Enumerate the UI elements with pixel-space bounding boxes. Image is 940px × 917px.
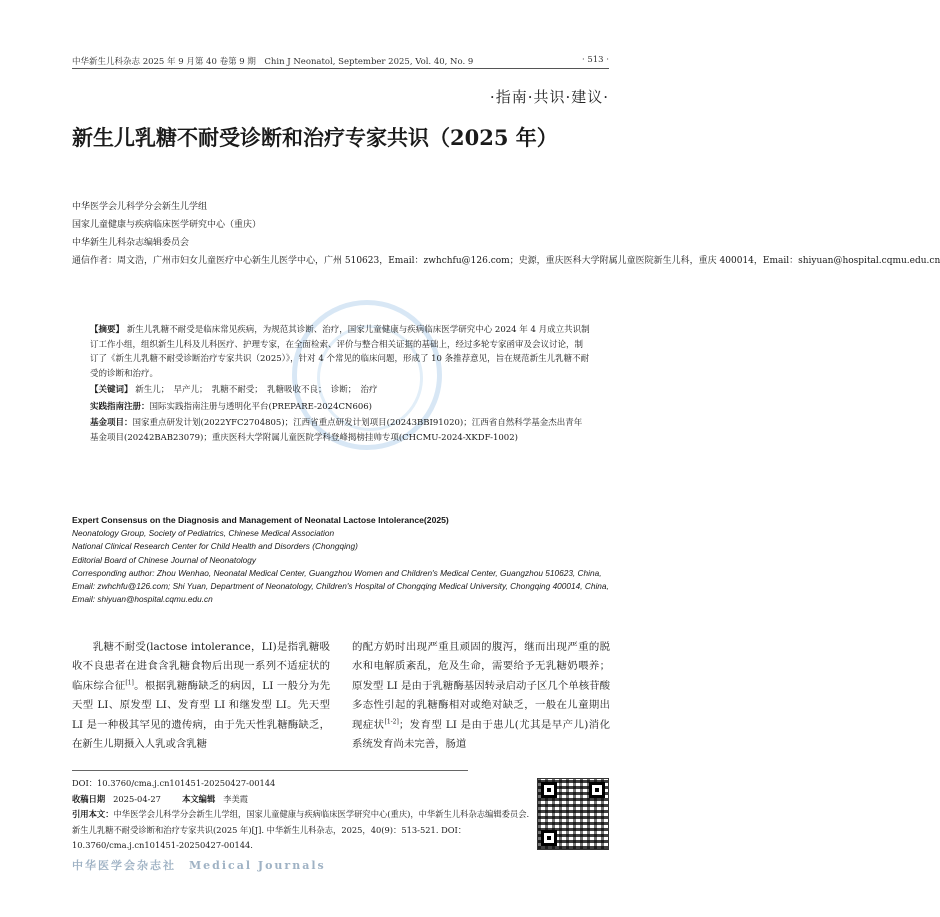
received-editor-row bbox=[72, 792, 532, 808]
editor-label: 本文编辑 bbox=[182, 793, 216, 804]
author-group: 中华医学会儿科学分会新生儿学组 bbox=[72, 202, 208, 212]
article-footer bbox=[72, 776, 532, 854]
english-affiliation: Neonatology Group, Society of Pediatrics, Chinese Medical Association bbox=[72, 528, 335, 539]
doi[interactable]: DOI：10.3760/cma.j.cn101451-20250427-00144 bbox=[72, 778, 276, 788]
citation-text: 中华医学会儿科学分会新生儿学组，国家儿童健康与疾病临床医学研究中心(重庆)，中华新生儿科杂志编辑委员会. 新生儿乳糖不耐受诊断和治疗专家共识(2025 年)[J]. 中华新生儿科杂志，2025，40(9)：513-521. DOI：10.3760/cma.j.cn101451-20250427-00144. bbox=[72, 809, 530, 850]
funding-text: 国家重点研发计划(2022YFC2704805)；江西省重点研发计划项目(20243BBI91020)；江西省自然科学基金杰出青年基金项目(20242BAB23079)；重庆医科大学附属儿童医院学科登峰揭榜挂帅专项(CHCMU-2024-XKDF-1002) bbox=[90, 418, 583, 443]
article-title: 新生儿乳糖不耐受诊断和治疗专家共识（2025 年） bbox=[72, 125, 558, 150]
editor-name: 李美霞 bbox=[223, 793, 249, 804]
footer-rule bbox=[72, 770, 468, 771]
keywords-label: 【关键词】 bbox=[90, 385, 133, 395]
body-text: 乳糖不耐受(lactose intolerance，LI)是指乳糖吸收不良患者在进食含乳糖食物后出现一系列不适症状的临床综合征 bbox=[72, 641, 330, 692]
body-paragraph bbox=[72, 638, 330, 754]
received-label: 收稿日期 bbox=[72, 793, 106, 804]
body-paragraph bbox=[352, 638, 610, 754]
english-affiliation: Editorial Board of Chinese Journal of Neonatology bbox=[72, 554, 257, 565]
body-text: 的配方奶时出现严重且顽固的腹泻，继而出现严重的脱水和电解质紊乱，危及生命，需要给予无乳糖奶喂养；原发型 LI 是由于乳糖酶基因转录启动子区几个单核苷酸多态性引起的乳糖酶相对或绝对缺乏，一般在儿童期出现症状 bbox=[352, 641, 610, 731]
author-block bbox=[72, 198, 940, 270]
abstract-block bbox=[90, 323, 590, 447]
reference-mark[interactable]: [1] bbox=[125, 679, 134, 687]
qr-finder-icon bbox=[541, 782, 557, 798]
reference-mark[interactable]: [1-2] bbox=[384, 718, 399, 726]
abstract-label: 【摘要】 bbox=[90, 325, 125, 335]
publisher-logos: 中华医学会杂志社 Medical Journals bbox=[72, 859, 326, 872]
registry-label: 实践指南注册： bbox=[90, 401, 150, 412]
english-affiliation: National Clinical Research Center for Child Health and Disorders (Chongqing) bbox=[72, 541, 358, 552]
registry-text: 国际实践指南注册与透明化平台(PREPARE-2024CN606) bbox=[149, 401, 372, 412]
english-abstract bbox=[72, 514, 612, 606]
author-group: 国家儿童健康与疾病临床医学研究中心（重庆） bbox=[72, 220, 262, 230]
body-text: 。根据乳糖酶缺乏的病因，LI 一般分为先天型 LI、原发型 LI、发育型 LI 和继发型 LI。先天型 LI 是一种极其罕见的遗传病，由于先天性乳糖酶缺乏，在新生儿期摄入人乳或含乳糖 bbox=[72, 679, 330, 751]
page-number: · 513 · bbox=[581, 55, 609, 65]
body-text: ；发育型 LI 是由于患儿(尤其是早产儿)消化系统发育尚未完善，肠道 bbox=[352, 718, 611, 751]
header-rule bbox=[72, 68, 609, 69]
english-corresponding: Corresponding author: Zhou Wenhao, Neonatal Medical Center, Guangzhou Women and Children's Medical Center, Guangzhou 510623, China, Email: zwhchfu@126.com; Shi Yuan, Department of Neonatology, Children's Hospital of Chongqing Medical University, Chongqing 400014, China, Email: shiyuan@hospital.cqmu.edu.cn bbox=[72, 567, 609, 605]
body-column-right bbox=[352, 638, 610, 754]
citation bbox=[72, 807, 532, 854]
correspondence: 通信作者：周文浩，广州市妇女儿童医疗中心新生儿医学中心，广州 510623，Email：zwhchfu@126.com；史源，重庆医科大学附属儿童医院新生儿科，重庆 400014，Email：shiyuan@hospital.cqmu.edu.cn bbox=[72, 256, 940, 266]
registry bbox=[90, 400, 590, 415]
keywords-text: 新生儿； 早产儿； 乳糖不耐受； 乳糖吸收不良； 诊断； 治疗 bbox=[135, 385, 378, 395]
abstract bbox=[90, 323, 590, 381]
funding-label: 基金项目： bbox=[90, 418, 133, 428]
funding bbox=[90, 416, 590, 445]
body-column-left bbox=[72, 638, 330, 754]
english-title: Expert Consensus on the Diagnosis and Management of Neonatal Lactose Intolerance(2025) bbox=[72, 515, 449, 525]
received-date: 2025-04-27 bbox=[113, 793, 161, 804]
abstract-text: 新生儿乳糖不耐受是临床常见疾病，为规范其诊断、治疗，国家儿童健康与疾病临床医学研究中心 2024 年 4 月成立共识制订工作小组，组织新生儿科及儿科医疗、护理专家，在全面检索、评价与整合相关证据的基础上，经过多轮专家函审及会议讨论，制订了《新生儿乳糖不耐受诊断治疗专家共识（2025）》，针对 4 个常见的临床问题，形成了 10 条推荐意见，旨在规范新生儿乳糖不耐受的诊断和治疗。 bbox=[90, 325, 590, 379]
journal-citation-header: 中华新生儿科杂志 2025 年 9 月第 40 卷第 9 期 Chin J Neonatol, September 2025, Vol. 40, No. 9 bbox=[72, 57, 474, 67]
citation-label: 引用本文： bbox=[72, 809, 114, 819]
qr-code-icon[interactable] bbox=[537, 778, 609, 850]
qr-finder-icon bbox=[589, 782, 605, 798]
keywords bbox=[90, 383, 590, 398]
column-label: ·指南·共识·建议· bbox=[489, 88, 609, 106]
qr-finder-icon bbox=[541, 830, 557, 846]
author-group: 中华新生儿科杂志编辑委员会 bbox=[72, 238, 190, 248]
